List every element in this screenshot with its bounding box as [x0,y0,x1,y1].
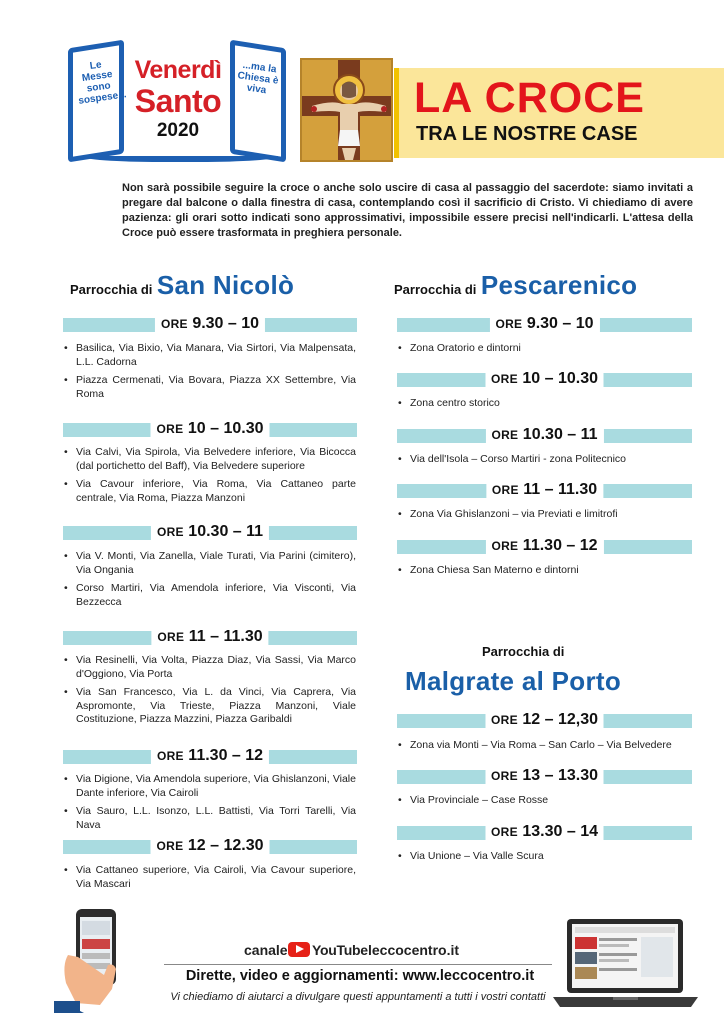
logo-santo: Santo [134,83,222,119]
time-slot-bar [63,837,357,854]
street-list [398,850,690,869]
street-list [64,864,356,896]
parish-prefix: Parrocchia di [70,282,153,297]
list-item: • Via Provinciale – Case Rosse [398,794,690,808]
street-list [398,794,690,813]
time-range: 10 – 10.30 [187,420,264,437]
time-range: 11 – 11.30 [188,628,263,645]
list-item: • Piazza Cermenati, Via Bovara, Piazza XX Settembre, Via Roma [64,374,356,401]
logo-venerdi: Venerdì [134,56,222,84]
ore-label: ORE [491,825,518,839]
channel-site-link[interactable]: leccocentro.it [368,942,460,958]
time-slot-bar [63,628,357,645]
time-range: 11.30 – 12 [188,747,264,764]
ore-label: ORE [491,483,519,497]
crucifix-icon-image [300,58,393,162]
parish-name: San Nicolò [156,270,295,300]
time-slot-label [485,537,603,555]
street-list [64,342,356,406]
time-range: 11 – 11.30 [523,481,598,498]
list-item: • Via Resinelli, Via Volta, Piazza Diaz, Via Sassi, Via Marco d'Oggiono, Via Porta [64,654,356,681]
list-item: • Via Unione – Via Valle Scura [398,850,690,864]
parish-heading-pescarenico [394,270,637,301]
list-item: • Via Sauro, L.L. Isonzo, L.L. Battisti, Via Torri Tarelli, Via Nava [64,805,356,832]
parish-heading-san-nicolo [70,270,294,301]
ore-label: ORE [491,428,519,442]
youtube-wordmark: YouTube [312,942,368,958]
ore-label: ORE [491,539,519,553]
time-slot-label [151,628,268,646]
time-slot-bar [63,315,357,332]
street-list [398,397,690,416]
list-item: • Via Calvi, Via Spirola, Via Belvedere inferiore, Via Bicocca (dal portichetto del Baff), Via Belvedere superiore [64,446,356,473]
logo-right-note: ...ma la Chiesa è viva [236,59,280,97]
page-title: LA CROCE [414,74,645,122]
time-slot-label [489,315,599,333]
time-slot-bar [397,426,692,443]
time-slot-bar [397,767,692,784]
time-range: 13 – 13.30 [522,767,598,784]
time-range: 12 – 12,30 [522,711,598,728]
parish-name-malgrate: Malgrate al Porto [405,666,622,696]
ore-label: ORE [156,839,184,853]
list-item: • Zona via Monti – Via Roma – San Carlo – Via Belvedere [398,739,690,753]
ore-label: ORE [495,317,523,331]
time-slot-label [155,315,265,333]
time-slot-bar [397,370,692,387]
time-slot-label [485,370,604,388]
time-slot-bar [397,537,692,554]
time-slot-label [151,523,269,541]
list-item: • Corso Martiri, Via Amendola inferiore, Via Visconti, Via Bezzecca [64,582,356,609]
list-item: • Zona Chiesa San Materno e dintorni [398,564,690,578]
time-slot-label [485,767,604,785]
laptop-icon-image [553,917,698,1012]
youtube-play-icon [288,942,310,957]
parish-prefix-malgrate: Parrocchia di [482,644,565,659]
ore-label: ORE [491,769,518,783]
logo-left-note: Le Messe sono sospese... [77,59,128,107]
list-item: • Zona Oratorio e dintorni [398,342,690,356]
time-range: 9.30 – 10 [526,315,594,332]
footer-main-text[interactable]: Dirette, video e aggiornamenti: www.leccocentro.it [185,968,535,984]
ore-label: ORE [157,630,185,644]
time-range: 11.30 – 12 [522,537,598,554]
list-item: • Via Digione, Via Amendola superiore, Via Ghislanzoni, Viale Dante inferiore, Via Cairoli [64,773,356,800]
time-slot-bar [397,823,692,840]
time-slot-bar [397,481,692,498]
time-slot-label [485,823,604,841]
time-range: 10.30 – 11 [522,426,598,443]
time-slot-label [151,837,270,855]
time-slot-label [485,711,604,729]
smartphone-hand-icon [54,905,136,1013]
time-range: 13.30 – 14 [522,823,598,840]
ore-label: ORE [156,422,184,436]
canale-label: canale [244,942,288,958]
phone-icon [54,905,136,1013]
ore-label: ORE [156,525,184,539]
time-slot-bar [397,315,692,332]
street-list [398,342,690,361]
footer-divider [164,964,552,965]
street-list [64,654,356,732]
time-slot-bar [397,711,692,728]
intro-paragraph: Non sarà possibile seguire la croce o anche solo uscire di casa al passaggio del sacerdote: siamo invitati a pregare dal balcone o dalla finestra di casa, contemplando così il sacrificio di Cristo. Vi chiediamo di avere pazienza: gli orari sotto indicati sono approssimativi, impossibile essere precisi nell'indicarli. L'attesa della Croce può essere trasformata in preghiera personale. [122,182,693,239]
list-item: • Via Cattaneo superiore, Via Cairoli, Via Cavour superiore, Via Mascari [64,864,356,891]
street-list [398,564,690,583]
list-item: • Via V. Monti, Via Zanella, Viale Turati, Via Parini (cimitero), Via Ongania [64,550,356,577]
ore-label: ORE [491,713,518,727]
street-list [64,773,356,837]
street-list [64,446,356,510]
list-item: • Basilica, Via Bixio, Via Manara, Via Sirtori, Via Malpensata, L.L. Cadorna [64,342,356,369]
time-slot-bar [63,747,357,764]
time-slot-label [485,426,603,444]
time-slot-bar [63,523,357,540]
open-book-right-page [230,40,286,163]
street-list [64,550,356,614]
street-list [398,453,690,472]
parish-prefix: Parrocchia di [394,282,477,297]
page-subtitle: TRA LE NOSTRE CASE [416,123,638,145]
footer-note: Vi chiediamo di aiutarci a divulgare questi appuntamenti a tutti i vostri contatti [170,991,546,1003]
crucifix-icon [302,60,393,162]
logo-year: 2020 [156,120,200,141]
street-list [398,508,690,527]
open-book-base [82,148,278,162]
list-item: • Via San Francesco, Via L. da Vinci, Via Caprera, Via Aspromonte, Via Trieste, Piazza Manzoni, Viale Costituzione, Piazza Mazzini, Piazza Garibaldi [64,686,356,727]
list-item: • Via Cavour inferiore, Via Roma, Via Cattaneo parte centrale, Via Roma, Piazza Manzoni [64,478,356,505]
venerdi-santo-logo [62,30,294,178]
youtube-channel-line [244,940,464,962]
logo-text [124,56,232,144]
parish-name: Pescarenico [480,270,638,300]
time-slot-label [151,747,269,765]
time-slot-bar [63,420,357,437]
time-range: 12 – 12.30 [187,837,264,854]
time-slot-label [151,420,270,438]
time-range: 9.30 – 10 [192,315,260,332]
ore-label: ORE [156,749,184,763]
list-item: • Zona centro storico [398,397,690,411]
ore-label: ORE [160,317,188,331]
list-item: • Via dell'Isola – Corso Martiri - zona Politecnico [398,453,690,467]
time-range: 10.30 – 11 [188,523,264,540]
laptop-icon [553,917,698,1012]
time-slot-label [486,481,603,499]
list-item: • Zona Via Ghislanzoni – via Previati e limitrofi [398,508,690,522]
ore-label: ORE [491,372,518,386]
street-list [398,739,690,758]
time-range: 10 – 10.30 [522,370,598,387]
